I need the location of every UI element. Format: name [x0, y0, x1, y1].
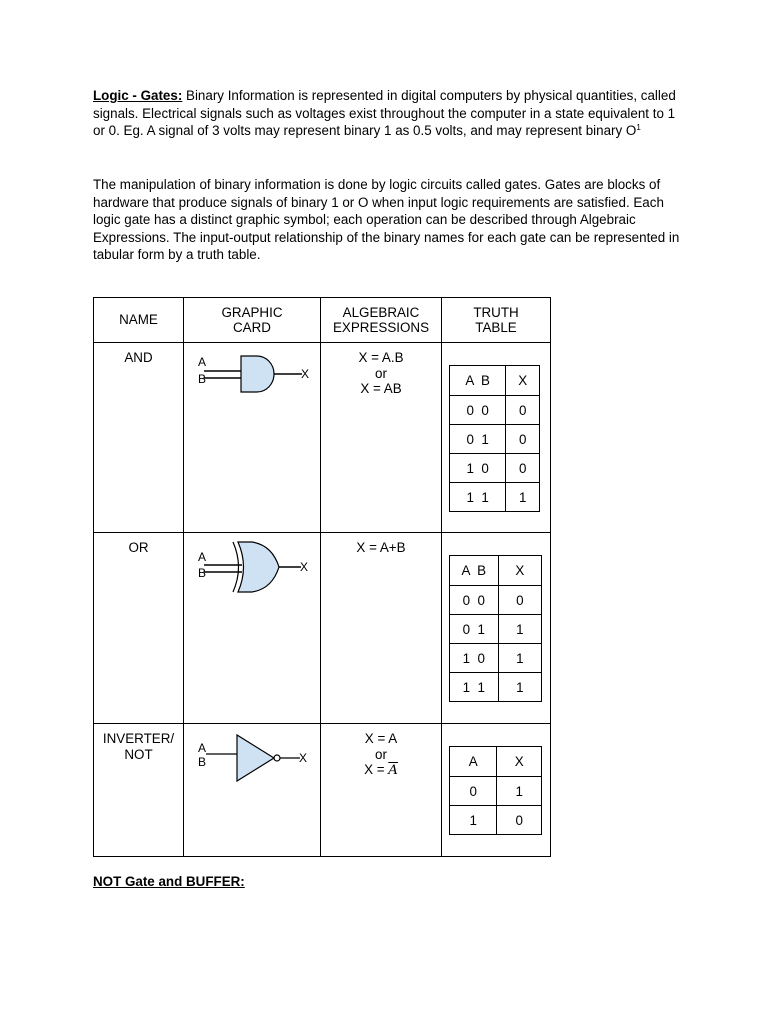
gate-name-and: AND: [94, 343, 184, 533]
truth-and-cell: [442, 343, 551, 533]
truth-row: 1 0: [450, 806, 542, 835]
table-row-not: [94, 724, 551, 857]
expression-line: X = AB: [360, 381, 402, 396]
graphic-not: [184, 724, 321, 857]
footnote-marker: 1: [636, 123, 641, 133]
gates-paragraph: The manipulation of binary information is done by logic circuits called gates. Gates are blocks of hardware that produce signals of binary 1 or O when input logic requirements are satisfied. Each logic gate has a distinct graphic symbol; each operation can be described through Algebraic Expressions. The input-output relationship of the binary names for each gate can be represented in tabular form by a truth table.: [93, 177, 680, 263]
truth-row: 0 1 0: [450, 425, 540, 454]
graphic-or: [184, 533, 321, 724]
truth-table-and: [449, 365, 540, 512]
truth-row: A B X: [450, 366, 540, 396]
truth-row: 1 1 1: [450, 673, 542, 702]
expression-line: or: [375, 746, 387, 762]
truth-row: 0 0 0: [450, 586, 542, 615]
not-gate-body: [237, 735, 274, 781]
or-gate-back-curve: [233, 542, 239, 592]
not-bubble-icon: [274, 755, 280, 761]
table-row-and: [94, 343, 551, 533]
expression-line: X = A+B: [356, 540, 406, 555]
table-row-or: [94, 533, 551, 724]
a-bar-expression: $\overline{A}$: [388, 763, 398, 778]
not-input-a-label: A: [198, 741, 207, 755]
header-graphic-card: GRAPHIC CARD: [184, 298, 321, 343]
or-output-label: X: [300, 560, 309, 574]
truth-row: 1 0 1: [450, 644, 542, 673]
expression-line: $X = \overline{A}$: [364, 762, 398, 778]
logic-gates-table: [93, 297, 551, 857]
truth-row: A B X: [450, 556, 542, 586]
expression-and: [321, 343, 442, 533]
truth-row: 1 0 0: [450, 454, 540, 483]
truth-row: 0 1: [450, 777, 542, 806]
truth-not-cell: [442, 724, 551, 857]
truth-row: 0 1 1: [450, 615, 542, 644]
intro-paragraph: [93, 87, 683, 140]
or-input-a-label: A: [198, 550, 207, 564]
truth-table-or: [449, 555, 542, 702]
header-algebraic-expressions: ALGEBRAIC EXPRESSIONS: [321, 298, 442, 343]
expression-line: or: [375, 365, 387, 381]
or-gate-symbol: [194, 539, 319, 594]
not-gate-symbol: [194, 732, 319, 787]
expression-line: X = A.B: [358, 350, 404, 365]
or-gate-body: [238, 542, 279, 592]
graphic-and: [184, 343, 321, 533]
expression-not: [321, 724, 442, 857]
table-header-row: [94, 298, 551, 343]
header-truth-table: TRUTH TABLE: [442, 298, 551, 343]
expression-line: X = A: [364, 731, 398, 746]
gate-name-or: OR: [94, 533, 184, 724]
truth-row: A X: [450, 747, 542, 777]
not-output-label: X: [299, 751, 308, 765]
and-gate-body: [241, 356, 274, 392]
intro-text: Binary Information is represented in digital computers by physical quantities, called signals. Electrical signals such as voltages exist throughout the computer in a state equivalent to 1 or 0. Eg. A signal of 3 volts may represent binary 1 as 0.5 volts, and may represent binary O: [93, 88, 676, 139]
truth-row: 1 1 1: [450, 483, 540, 512]
not-input-b-label: B: [198, 755, 207, 769]
truth-or-cell: [442, 533, 551, 724]
truth-table-not: [449, 746, 542, 835]
truth-row: 0 0 0: [450, 396, 540, 425]
gate-name-not: INVERTER/ NOT: [94, 724, 184, 857]
and-input-a-label: A: [198, 355, 207, 369]
or-input-b-label: B: [198, 566, 207, 580]
section-heading-not-buffer: NOT Gate and BUFFER:: [93, 874, 245, 889]
header-name: NAME: [94, 298, 184, 343]
expression-or: [321, 533, 442, 724]
and-gate-symbol: [194, 351, 319, 396]
intro-heading: Logic - Gates:: [93, 88, 183, 103]
and-output-label: X: [301, 367, 310, 381]
and-input-b-label: B: [198, 372, 207, 386]
